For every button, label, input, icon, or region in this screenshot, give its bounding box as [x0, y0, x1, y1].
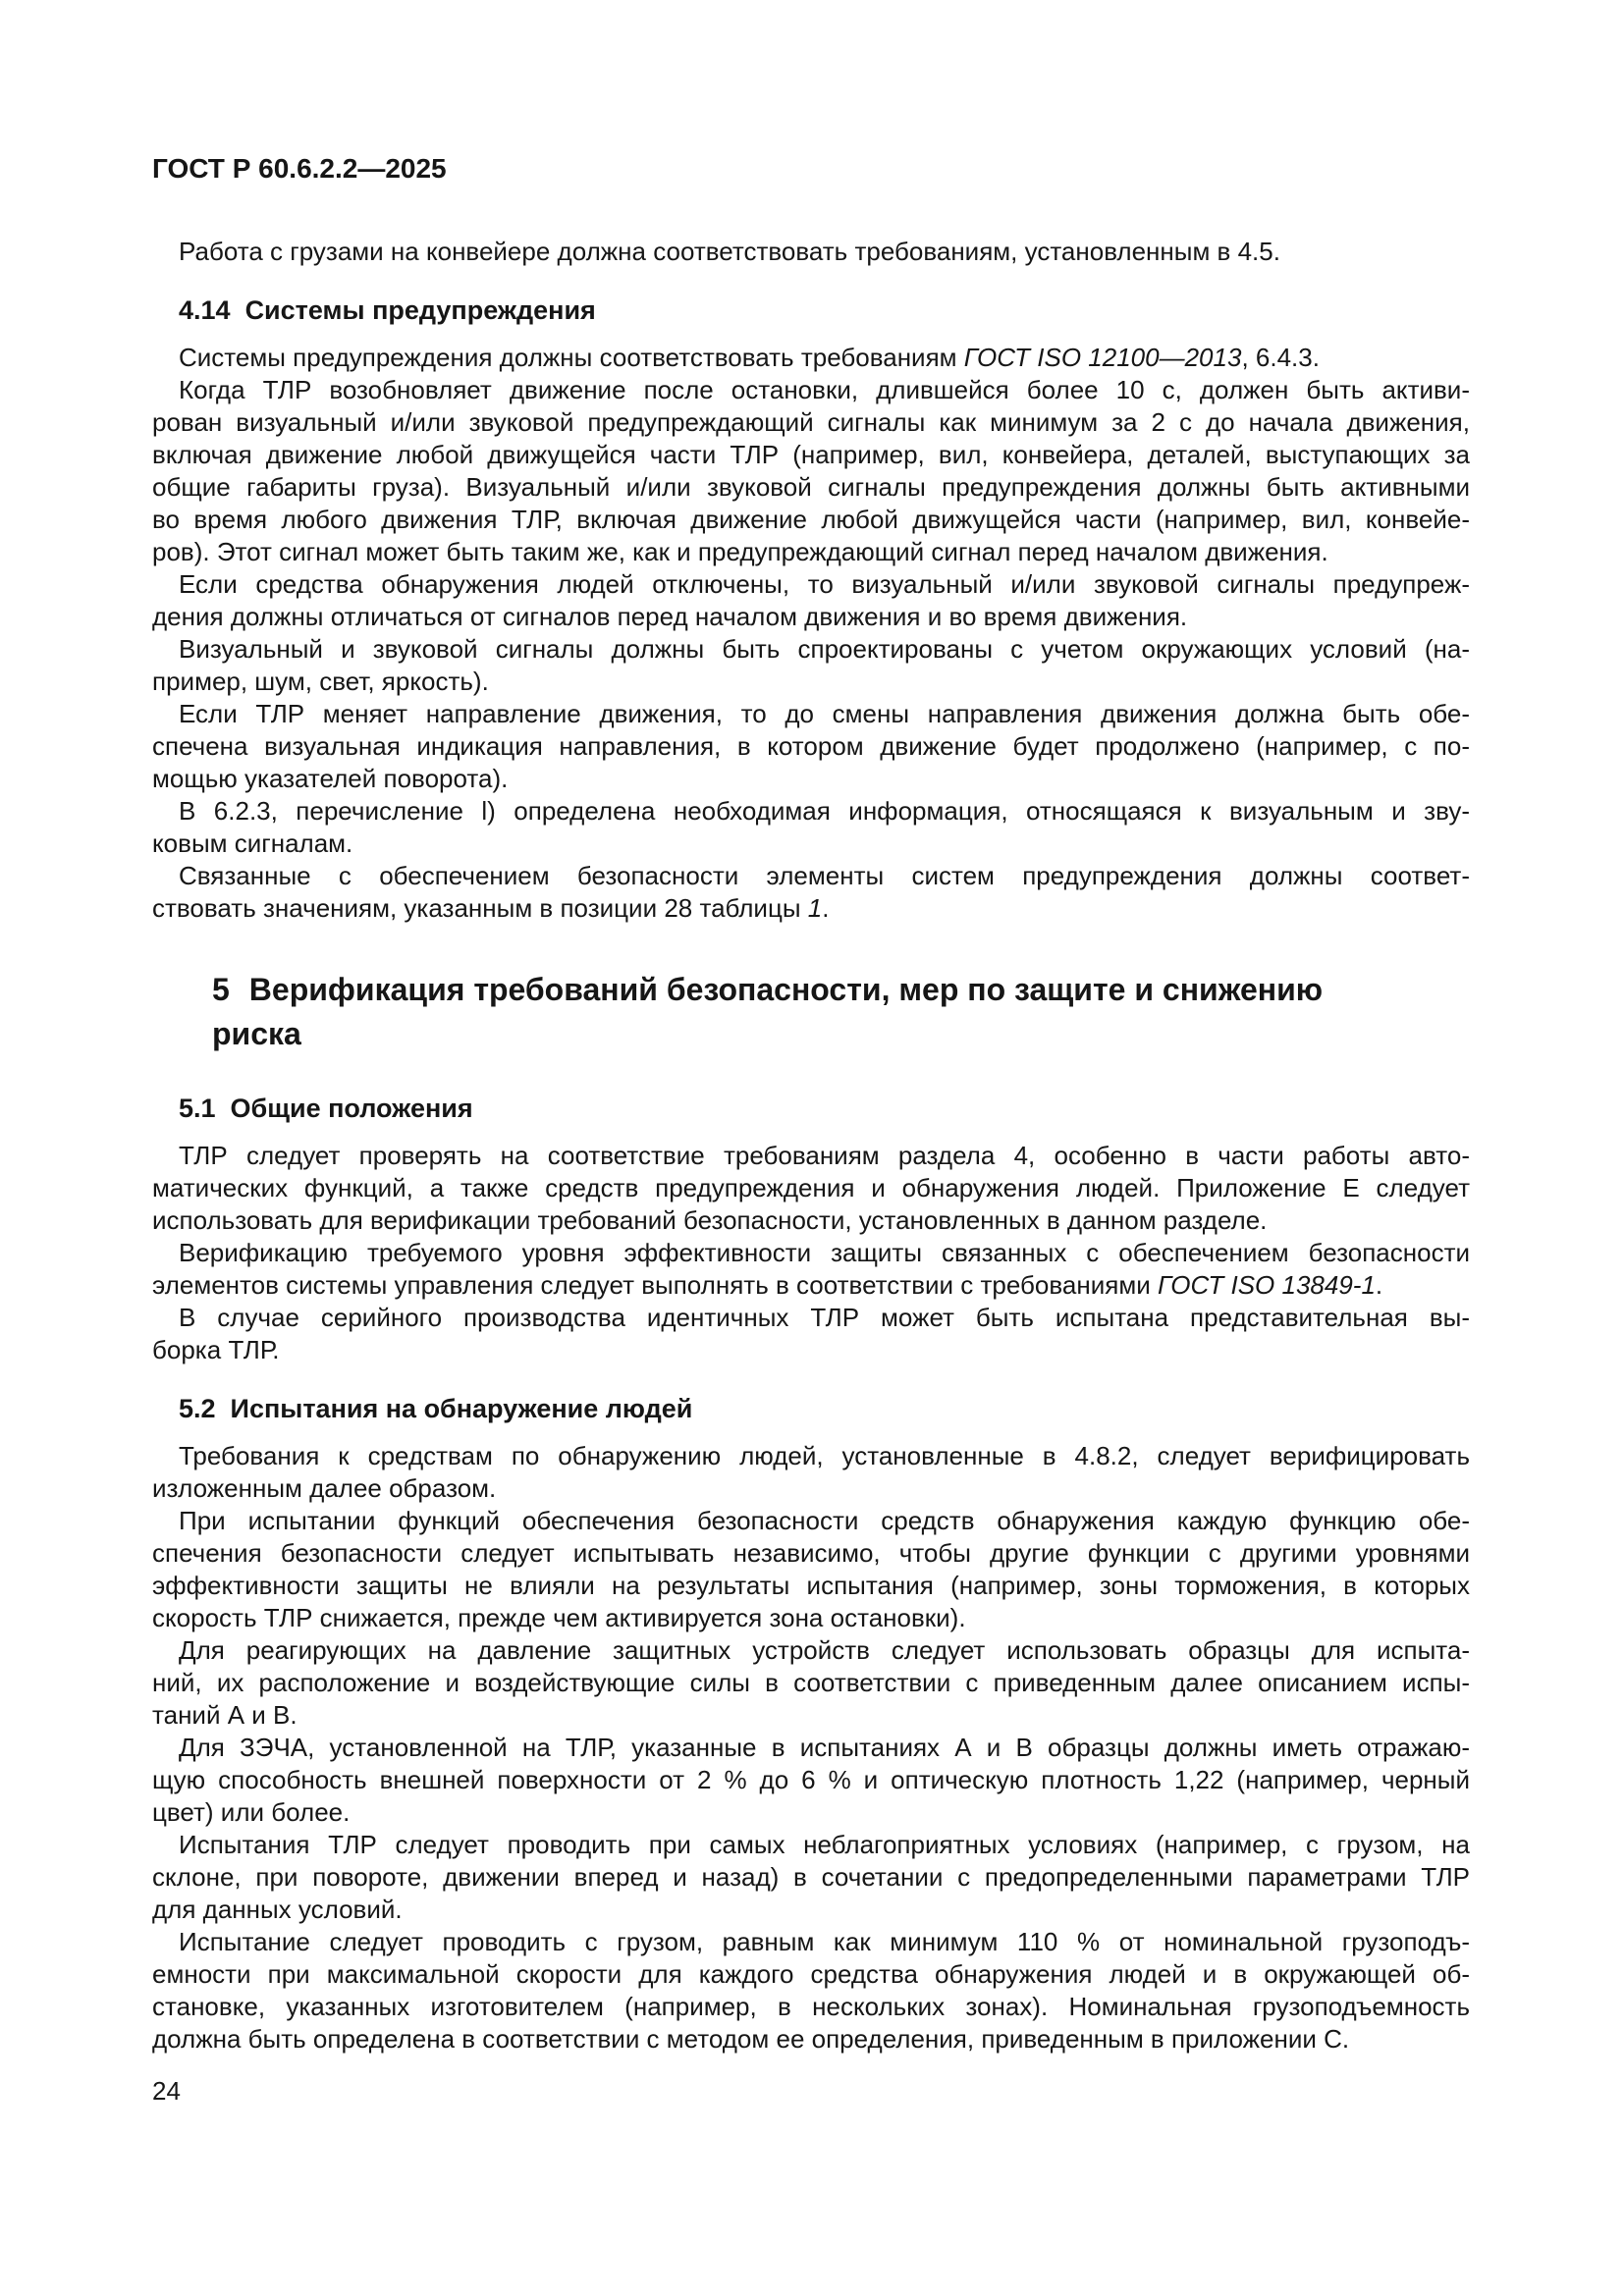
text-run: Системы предупреждения должны соответствовать требованиям	[179, 343, 964, 372]
paragraph-line: ТЛР следует проверять на соответствие требованиям раздела 4, особенно в части работы авто-	[179, 1141, 1470, 1170]
paragraph-line: пример, шум, свет, яркость).	[152, 667, 489, 696]
chapter-heading-line: риска	[212, 1016, 301, 1051]
paragraph-line: для данных условий.	[152, 1895, 403, 1924]
paragraph	[152, 374, 1470, 568]
paragraph	[152, 795, 1470, 860]
section-number: 5.1	[179, 1094, 216, 1123]
paragraph	[152, 342, 1470, 374]
paragraph-line: Когда ТЛР возобновляет движение после остановки, длившейся более 10 с, должен быть активи-	[179, 375, 1470, 404]
text-run: , 6.4.3.	[1241, 343, 1320, 372]
paragraph-line	[152, 342, 1470, 374]
section-heading	[152, 1391, 1470, 1426]
paragraph-line	[152, 1269, 1470, 1302]
paragraph-line: цвет) или более.	[152, 1797, 351, 1827]
paragraph-line: спечена визуальная индикация направления, в котором движение будет продолжено (например, с по-	[152, 731, 1470, 761]
paragraph	[152, 1440, 1470, 1505]
chapter-number: 5	[212, 972, 230, 1007]
paragraph-line: Если ТЛР меняет направление движения, то до смены направления движения должна быть обе-	[179, 699, 1470, 728]
paragraph	[152, 1732, 1470, 1829]
paragraph-line: во время любого движения ТЛР, включая движение любой движущейся части (например, вил, конвейе-	[152, 505, 1470, 534]
paragraph	[152, 1829, 1470, 1926]
section-heading	[152, 293, 1470, 328]
paragraph-line: ров). Этот сигнал может быть таким же, как и предупреждающий сигнал перед началом движения.	[152, 537, 1328, 566]
paragraph-line: мощью указателей поворота).	[152, 764, 509, 793]
document-body	[152, 236, 1470, 2056]
paragraph-line: Если средства обнаружения людей отключены, то визуальный и/или звуковой сигналы предупреж-	[179, 569, 1470, 599]
paragraph	[152, 633, 1470, 698]
paragraph-line: Для реагирующих на давление защитных устройств следует использовать образцы для испыта-	[179, 1635, 1470, 1665]
text-run: .	[822, 893, 830, 923]
paragraph-line: спечения безопасности следует испытывать независимо, чтобы другие функции с другими уровнями	[152, 1538, 1470, 1568]
paragraph-line: щую способность внешней поверхности от 2 % до 6 % и оптическую плотность 1,22 (например, черный	[152, 1765, 1470, 1794]
document-header: ГОСТ Р 60.6.2.2—2025	[152, 153, 447, 184]
page-number: 24	[152, 2076, 181, 2106]
text-run: элементов системы управления следует выполнять в соответствии с требованиями	[152, 1270, 1158, 1300]
chapter-title: Верификация требований безопасности, мер по защите и снижению	[248, 972, 1324, 1007]
section-title: Испытания на обнаружение людей	[230, 1394, 693, 1423]
paragraph	[152, 1237, 1470, 1302]
section-title: Общие положения	[230, 1094, 473, 1123]
paragraph	[152, 1140, 1470, 1237]
section-number: 4.14	[179, 295, 231, 325]
section-number: 5.2	[179, 1394, 216, 1423]
text-run: 1	[807, 893, 823, 923]
paragraph-line: При испытании функций обеспечения безопасности средств обнаружения каждую функцию обе-	[179, 1506, 1470, 1535]
paragraph-line: ковым сигналам.	[152, 828, 353, 858]
paragraph-line: склоне, при повороте, движении вперед и назад) в сочетании с предопределенными параметрами ТЛР	[152, 1862, 1470, 1892]
paragraph-line: становке, указанных изготовителем (например, в нескольких зонах). Номинальная грузоподъемность	[152, 1992, 1470, 2021]
paragraph-line	[152, 892, 1470, 925]
paragraph	[152, 1634, 1470, 1732]
paragraph-line: таний А и В.	[152, 1700, 298, 1730]
paragraph	[152, 1926, 1470, 2056]
text-run: ГОСТ ISO 13849-1	[1157, 1270, 1376, 1300]
paragraph-line: должна быть определена в соответствии с методом ее определения, приведенным в приложении С.	[152, 2024, 1350, 2054]
paragraph-line: использовать для верификации требований безопасности, установленных в данном разделе.	[152, 1205, 1268, 1235]
paragraph-line: В случае серийного производства идентичных ТЛР может быть испытана представительная вы-	[179, 1303, 1470, 1332]
paragraph-line: Для ЗЭЧА, установленной на ТЛР, указанные в испытаниях А и В образцы должны иметь отражаю-	[179, 1733, 1470, 1762]
paragraph	[152, 236, 1470, 268]
paragraph-line: Требования к средствам по обнаружению людей, установленные в 4.8.2, следует верифицировать	[179, 1441, 1470, 1470]
paragraph-line: дения должны отличаться от сигналов перед началом движения и во время движения.	[152, 602, 1188, 631]
paragraph-line: борка ТЛР.	[152, 1335, 280, 1364]
paragraph	[152, 860, 1470, 925]
paragraph-line: эффективности защиты не влияли на результаты испытания (например, зоны торможения, в которых	[152, 1571, 1470, 1600]
paragraph-line: Связанные с обеспечением безопасности элементы систем предупреждения должны соответ-	[179, 861, 1470, 890]
paragraph-line: В 6.2.3, перечисление l) определена необходимая информация, относящаяся к визуальным и зву-	[179, 796, 1470, 826]
paragraph-line: Работа с грузами на конвейере должна соответствовать требованиям, установленным в 4.5.	[179, 237, 1280, 266]
paragraph	[152, 1302, 1470, 1366]
text-run: ствовать значениям, указанным в позиции 28 таблицы	[152, 893, 808, 923]
paragraph-line: матических функций, а также средств предупреждения и обнаружения людей. Приложение Е следует	[152, 1173, 1470, 1202]
section-title: Системы предупреждения	[244, 295, 596, 325]
paragraph-line: Испытание следует проводить с грузом, равным как минимум 110 % от номинальной грузоподъ-	[179, 1927, 1470, 1956]
paragraph-line: Верификацию требуемого уровня эффективности защиты связанных с обеспечением безопасности	[179, 1238, 1470, 1267]
paragraph-line: Испытания ТЛР следует проводить при самых неблагоприятных условиях (например, с грузом, на	[179, 1830, 1470, 1859]
paragraph-line: ний, их расположение и воздействующие силы в соответствии с приведенным далее описанием испы-	[152, 1668, 1470, 1697]
paragraph-line: емности при максимальной скорости для каждого средства обнаружения людей и в окружающей об-	[152, 1959, 1470, 1989]
text-run: .	[1375, 1270, 1383, 1300]
paragraph-line: общие габариты груза). Визуальный и/или звуковой сигналы предупреждения должны быть активными	[152, 472, 1470, 502]
text-run: ГОСТ ISO 12100—2013	[963, 343, 1242, 372]
paragraph	[152, 698, 1470, 795]
paragraph-line: включая движение любой движущейся части ТЛР (например, вил, конвейера, деталей, выступающих за	[152, 440, 1470, 469]
paragraph-line: изложенным далее образом.	[152, 1473, 497, 1503]
chapter-heading	[152, 968, 1470, 1056]
paragraph	[152, 1505, 1470, 1634]
paragraph-line: Визуальный и звуковой сигналы должны быть спроектированы с учетом окружающих условий (на-	[179, 634, 1470, 664]
paragraph	[152, 568, 1470, 633]
paragraph-line: рован визуальный и/или звуковой предупреждающий сигналы как минимум за 2 с до начала движения,	[152, 407, 1470, 437]
paragraph-line: скорость ТЛР снижается, прежде чем активируется зона остановки).	[152, 1603, 966, 1632]
section-heading	[152, 1091, 1470, 1126]
chapter-heading-line	[212, 968, 1470, 1012]
